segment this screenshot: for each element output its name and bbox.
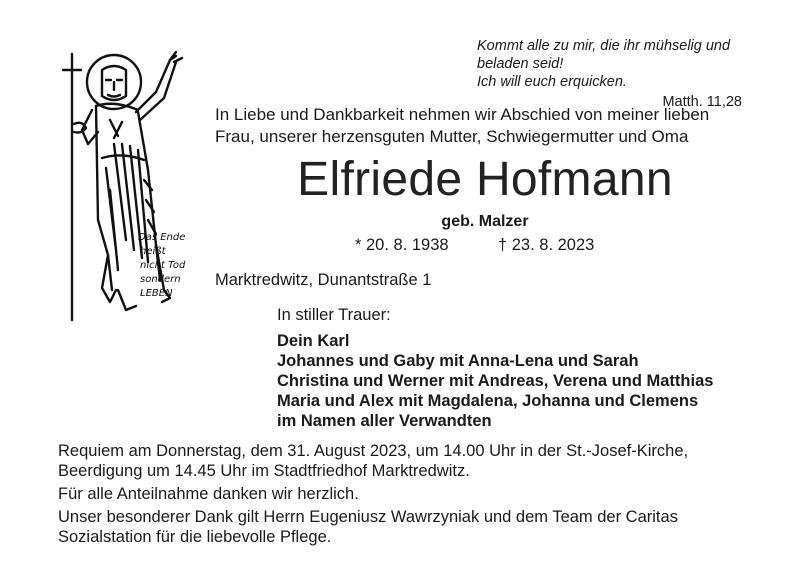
bible-quote xyxy=(322,37,742,111)
mourner-name: Johannes und Gaby mit Anna-Lena und Sarah xyxy=(277,352,639,370)
maiden-name: geb. Malzer xyxy=(441,213,529,230)
intro-text xyxy=(215,104,755,148)
mourner-name: Dein Karl xyxy=(277,332,350,350)
address: Marktredwitz, Dunantstraße 1 xyxy=(215,271,432,289)
requiem-text xyxy=(58,441,742,481)
death-date: † 23. 8. 2023 xyxy=(498,236,595,254)
special-thanks-line: Unser besonderer Dank gilt Herrn Eugeniusz Wawrzyniak und dem Team der Caritas xyxy=(58,508,678,526)
thanks-text: Für alle Anteilnahme danken wir herzlich. xyxy=(58,485,359,503)
service-details xyxy=(58,441,742,550)
requiem-line: Requiem am Donnerstag, dem 31. August 2023, um 14.00 Uhr in der St.-Josef-Kirche, xyxy=(58,442,689,460)
intro-line: In Liebe und Dankbarkeit nehmen wir Abschied von meiner lieben xyxy=(215,105,710,124)
mourning-label: In stiller Trauer: xyxy=(277,306,391,324)
caption-line: Das Ende xyxy=(138,232,186,243)
burial-line: Beerdigung um 14.45 Uhr im Stadtfriedhof Marktredwitz. xyxy=(58,462,470,480)
caption-line: sondern xyxy=(140,274,181,285)
quote-reference: Matth. 11,28 xyxy=(662,94,742,110)
mourner-name: im Namen aller Verwandten xyxy=(277,412,492,430)
caption-line: LEBEN xyxy=(140,288,173,299)
intro-line: Frau, unserer herzensguten Mutter, Schwiegermutter und Oma xyxy=(215,127,689,146)
special-thanks-text xyxy=(58,507,742,547)
risen-christ-cross-staff-icon xyxy=(52,40,198,330)
mourner-name: Christina und Werner mit Andreas, Verena und Matthias xyxy=(277,372,714,390)
mourner-name: Maria und Alex mit Magdalena, Johanna und Clemens xyxy=(277,392,699,410)
quote-line: Kommt alle zu mir, die ihr mühselig und beladen seid! xyxy=(477,38,731,72)
caption-line: heißt xyxy=(140,246,166,257)
quote-line: Ich will euch erquicken. xyxy=(477,74,627,90)
birth-date: * 20. 8. 1938 xyxy=(355,236,449,254)
special-thanks-line: Sozialstation für die liebevolle Pflege. xyxy=(58,528,332,546)
caption-line: nicht Tod xyxy=(140,260,186,271)
deceased-name: Elfriede Hofmann xyxy=(297,153,673,206)
mourners-block xyxy=(277,305,757,431)
